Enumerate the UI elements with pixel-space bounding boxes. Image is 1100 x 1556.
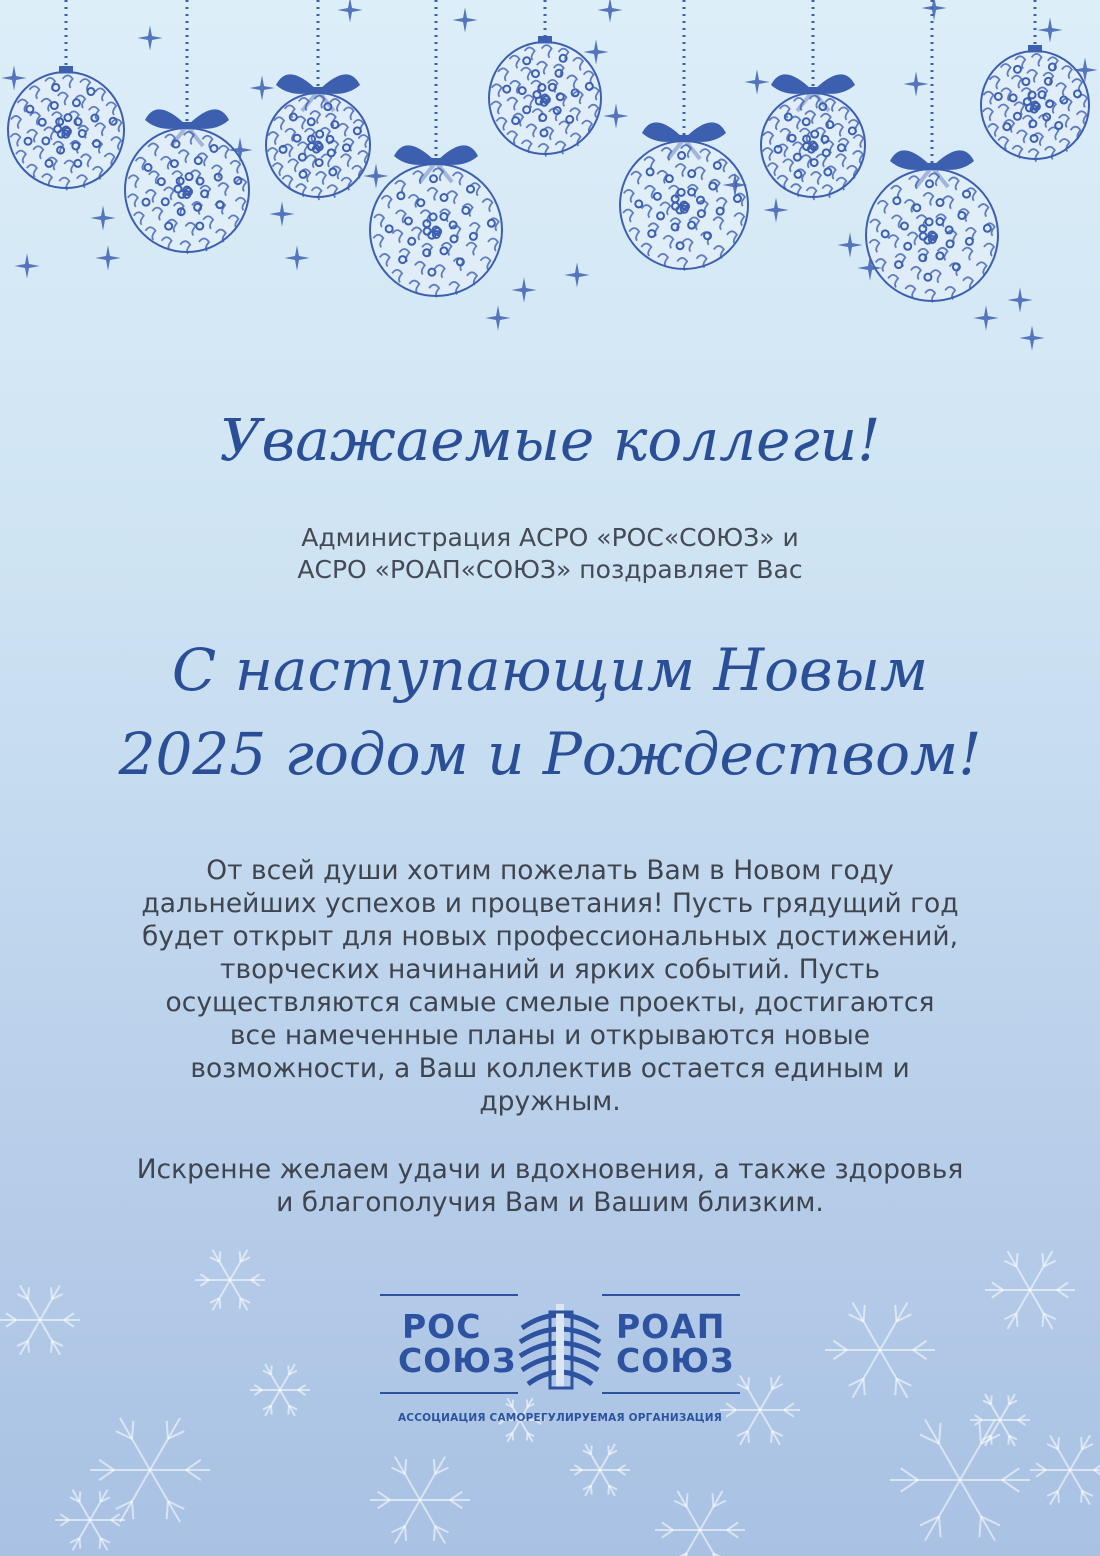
logo-rule xyxy=(602,1392,740,1394)
logo-right-text xyxy=(616,1307,735,1380)
sender-line: Администрация АСРО «РОС«СОЮЗ» и xyxy=(301,523,799,552)
sender-text xyxy=(0,522,1100,586)
logo-rule xyxy=(380,1294,518,1296)
body-line: будет открыт для новых профессиональных достижений, xyxy=(141,921,959,952)
holiday-wish-title xyxy=(0,628,1100,796)
logo-rule xyxy=(380,1392,518,1394)
globe-emblem-icon xyxy=(514,1298,606,1392)
sender-line: АСРО «РОАП«СОЮЗ» поздравляет Вас xyxy=(297,555,803,584)
body-line: От всей души хотим пожелать Вам в Новом году xyxy=(206,855,894,886)
wish-line: 2025 годом и Рождеством! xyxy=(118,720,982,788)
body-line: осуществляются самые смелые проекты, достигаются xyxy=(165,987,935,1018)
logo-caption: АССОЦИАЦИЯ САМОРЕГУЛИРУЕМАЯ ОРГАНИЗАЦИЯ xyxy=(397,1412,723,1424)
closing-line: и благополучия Вам и Вашим близким. xyxy=(276,1187,824,1218)
greeting-title: Уважаемые коллеги! xyxy=(219,406,881,474)
logo-left-bottom: СОЮЗ xyxy=(398,1341,517,1380)
body-line: все намеченные планы и открываются новые xyxy=(229,1020,871,1051)
body-line: творческих начинаний и ярких событий. Пусть xyxy=(220,954,880,985)
wish-line: С наступающим Новым xyxy=(171,636,929,704)
logo-right-top: РОАП xyxy=(616,1307,726,1346)
body-line: дружным. xyxy=(479,1086,621,1117)
body-line: возможности, а Ваш коллектив остается единым и xyxy=(190,1053,910,1084)
greeting-body xyxy=(80,854,1020,1118)
association-logo xyxy=(380,1290,740,1430)
logo-left-top: РОС xyxy=(402,1307,482,1346)
logo-left-text xyxy=(398,1307,517,1380)
body-line: дальнейших успехов и процветания! Пусть грядущий год xyxy=(141,888,959,919)
logo-rule xyxy=(602,1294,740,1296)
logo-right-bottom: СОЮЗ xyxy=(616,1341,735,1380)
closing-wishes xyxy=(60,1153,1040,1219)
closing-line: Искренне желаем удачи и вдохновения, а также здоровья xyxy=(136,1154,964,1185)
